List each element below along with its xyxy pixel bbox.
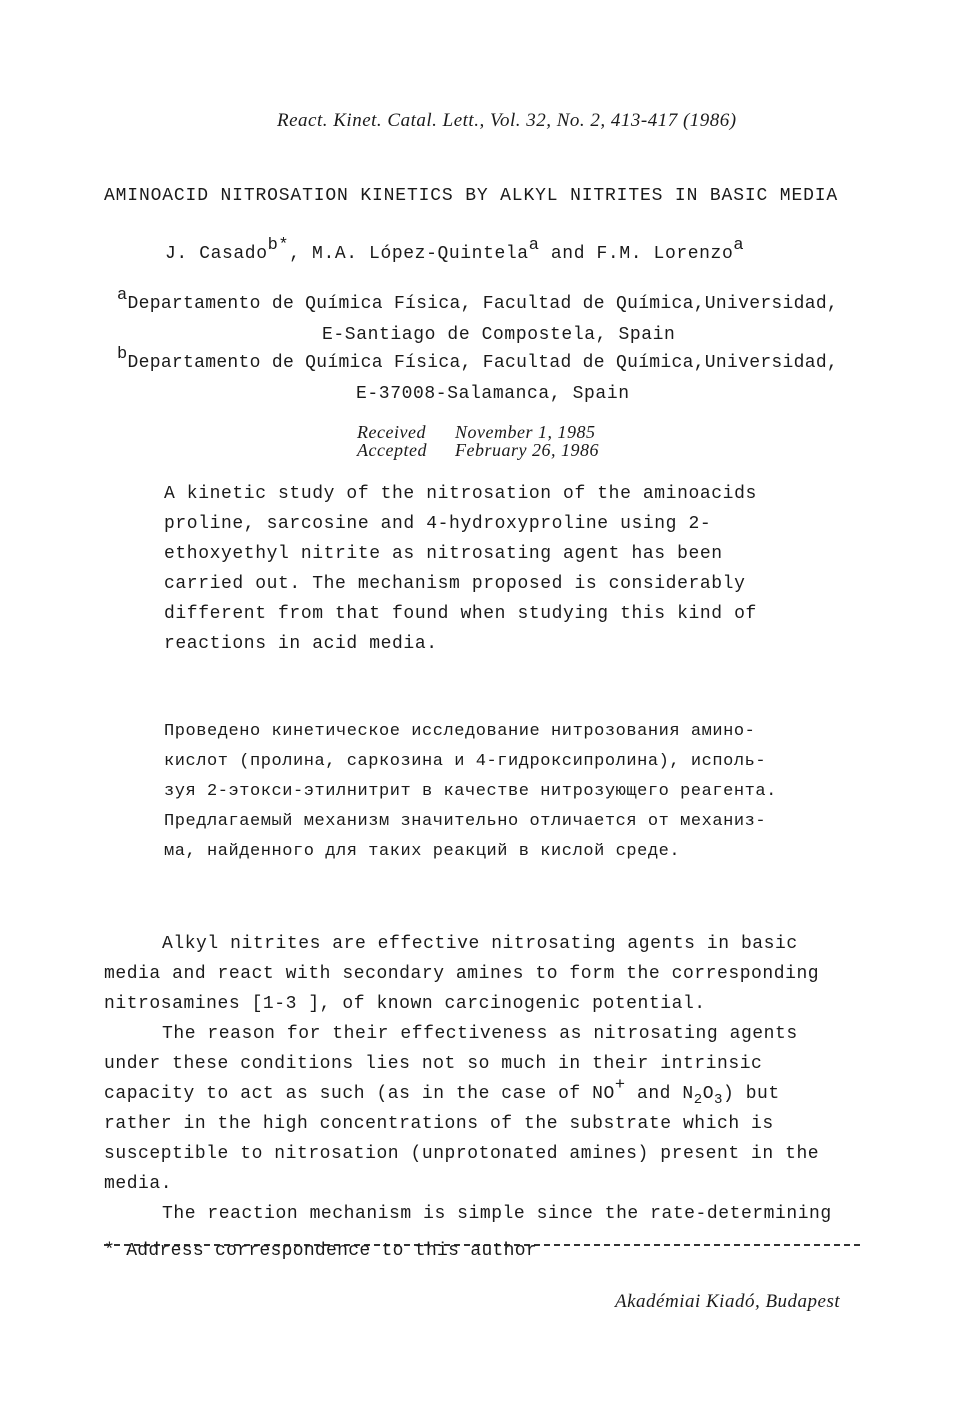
body-paragraph-1-line: nitrosamines [1-3 ], of known carcinogenic potential. bbox=[104, 994, 706, 1014]
affiliation-b-text: Departamento de Química Física, Facultad de Química,Universidad, bbox=[127, 353, 839, 373]
body-text-run: O bbox=[702, 1084, 715, 1104]
o3-subscript: 3 bbox=[714, 1092, 723, 1108]
affiliation-b-line2: E-37008-Salamanca, Spain bbox=[356, 384, 630, 404]
body-paragraph-2-line bbox=[104, 1076, 780, 1108]
accepted-label: Accepted bbox=[357, 440, 427, 460]
author-lopez-quintela: M.A. López-Quintela bbox=[312, 244, 529, 264]
author-lorenzo-mark: a bbox=[733, 236, 745, 255]
received-label: Received bbox=[357, 422, 426, 442]
body-paragraph-2-line: media. bbox=[104, 1174, 173, 1194]
abstract-en-line: A kinetic study of the nitrosation of the aminoacids bbox=[164, 484, 757, 504]
abstract-ru-line: Проведено кинетическое исследование нитрозования амино- bbox=[164, 722, 756, 741]
accepted-date: February 26, 1986 bbox=[455, 440, 599, 460]
body-paragraph-1-line: media and react with secondary amines to form the corresponding bbox=[104, 964, 820, 984]
body-text-run: and N bbox=[625, 1084, 694, 1104]
no-plus-superscript: + bbox=[614, 1076, 626, 1095]
author-lopez-quintela-mark: a bbox=[528, 236, 540, 255]
body-paragraph-3-line: The reaction mechanism is simple since the rate-determining bbox=[162, 1204, 832, 1224]
abstract-en-line: proline, sarcosine and 4-hydroxyproline using 2- bbox=[164, 514, 712, 534]
affiliation-a-mark: a bbox=[117, 286, 128, 305]
affiliation-a-line1 bbox=[117, 286, 839, 314]
received-date: November 1, 1985 bbox=[455, 422, 596, 442]
author-line bbox=[165, 236, 745, 264]
paper-title: AMINOACID NITROSATION KINETICS BY ALKYL NITRITES IN BASIC MEDIA bbox=[104, 186, 839, 206]
body-text-run: ) but bbox=[723, 1084, 780, 1104]
n2-subscript: 2 bbox=[693, 1092, 703, 1108]
author-and: and bbox=[550, 244, 586, 264]
affiliation-a-text: Departamento de Química Física, Facultad de Química,Universidad, bbox=[127, 294, 839, 314]
author-lorenzo: F.M. Lorenzo bbox=[596, 244, 734, 264]
journal-citation: React. Kinet. Catal. Lett., Vol. 32, No. 2, 413-417 (1986) bbox=[277, 110, 737, 131]
accepted-line bbox=[357, 440, 599, 461]
author-casado: J. Casado bbox=[165, 244, 268, 264]
body-paragraph-1-line: Alkyl nitrites are effective nitrosating agents in basic bbox=[162, 934, 798, 954]
abstract-en-line: different from that found when studying this kind of bbox=[164, 604, 757, 624]
publisher-imprint: Akadémiai Kiadó, Budapest bbox=[615, 1291, 841, 1312]
author-casado-mark: b* bbox=[267, 236, 290, 255]
body-text-run: capacity to act as such (as in the case of NO bbox=[104, 1084, 615, 1104]
footnote: * Address correspondence to this author bbox=[104, 1241, 537, 1261]
body-paragraph-2-line: under these conditions lies not so much in their intrinsic bbox=[104, 1054, 763, 1074]
affiliation-b-mark: b bbox=[117, 345, 128, 364]
body-paragraph-2-line: The reason for their effectiveness as nitrosating agents bbox=[162, 1024, 798, 1044]
abstract-en-line: carried out. The mechanism proposed is considerably bbox=[164, 574, 746, 594]
affiliation-b-line1 bbox=[117, 345, 839, 373]
body-paragraph-2-line: rather in the high concentrations of the substrate which is bbox=[104, 1114, 774, 1134]
abstract-ru-line: кислот (пролина, саркозина и 4-гидроксипролина), исполь- bbox=[164, 752, 767, 771]
body-paragraph-2-line: susceptible to nitrosation (unprotonated amines) present in the bbox=[104, 1144, 820, 1164]
abstract-en-line: reactions in acid media. bbox=[164, 634, 438, 654]
affiliation-a-line2: E-Santiago de Compostela, Spain bbox=[322, 325, 676, 345]
abstract-ru-line: Предлагаемый механизм значительно отличается от механиз- bbox=[164, 812, 767, 831]
abstract-en-line: ethoxyethyl nitrite as nitrosating agent has been bbox=[164, 544, 723, 564]
abstract-ru-line: зуя 2-этокси-этилнитрит в качестве нитрозующего реагента. bbox=[164, 782, 777, 801]
author-separator: , bbox=[289, 244, 301, 264]
abstract-ru-line: ма, найденного для таких реакций в кислой среде. bbox=[164, 842, 681, 861]
